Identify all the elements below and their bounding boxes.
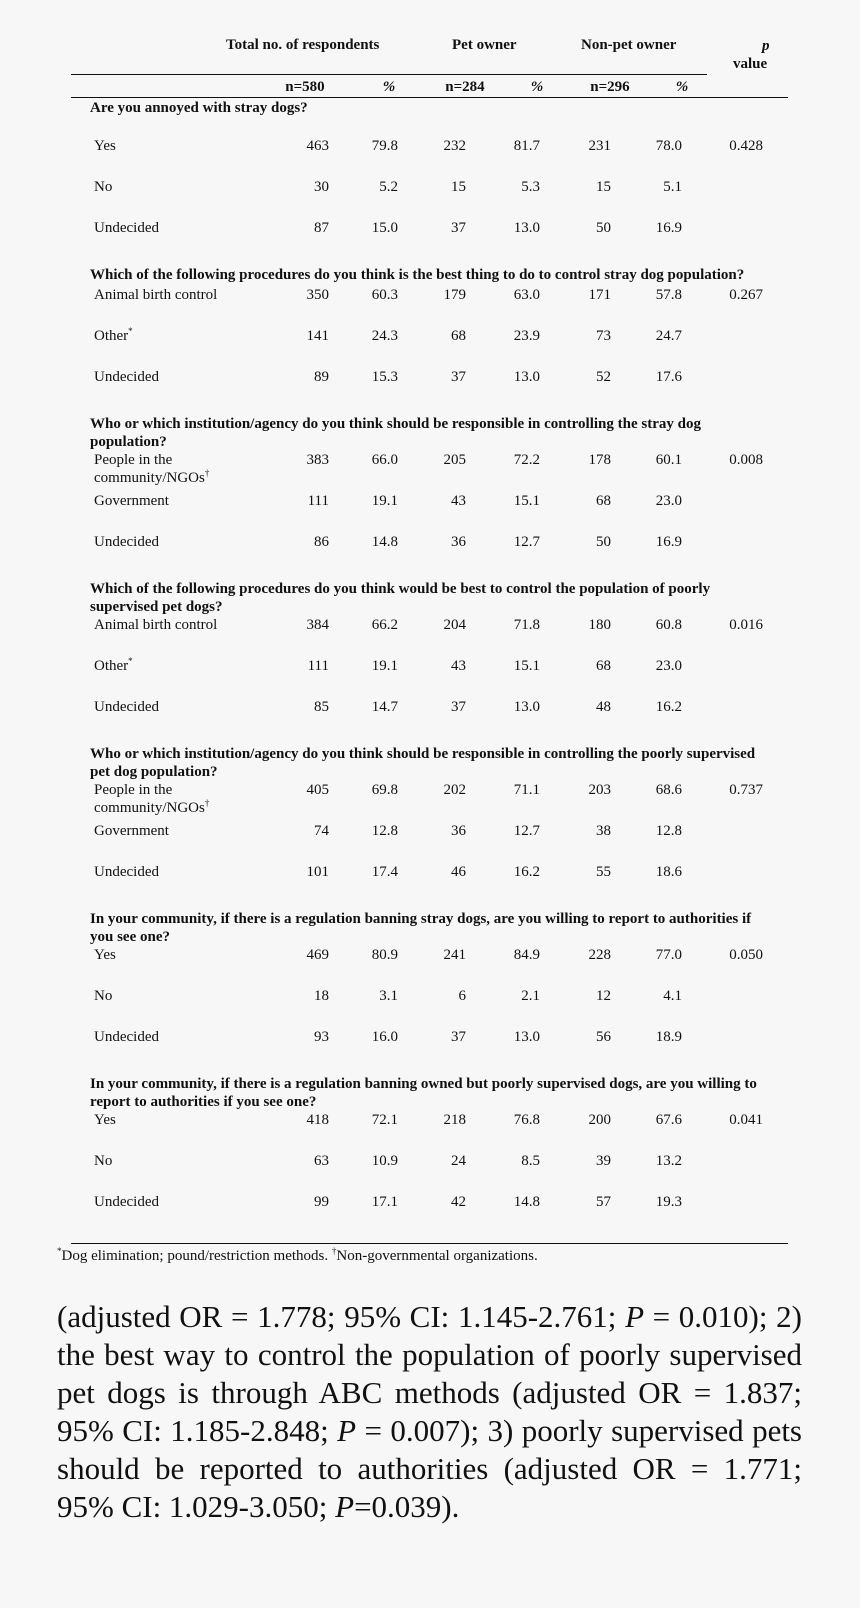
table-cell: 72.2 [513, 452, 540, 468]
table-cell: 60.8 [655, 617, 682, 633]
table-bottom-rule [71, 1243, 788, 1244]
table-cell: 141 [306, 328, 329, 344]
row-label [94, 946, 254, 964]
subheader-non-n: n=296 [590, 79, 630, 95]
table-cell: 24.7 [655, 328, 682, 344]
table-row [71, 137, 788, 178]
table-cell: 18.9 [655, 1029, 682, 1045]
paragraph-text-3: = 0.007); 3) poorly supervised pets should be reported to authorities (adjusted OR = 1.771; 95% CI: 1.029-3.050; [57, 1413, 802, 1524]
table-cell: 74 [314, 823, 329, 839]
row-label [94, 698, 254, 716]
row-label [94, 822, 254, 840]
table-cell: 202 [443, 782, 466, 798]
row-label-text: Undecided [94, 369, 159, 385]
table-section [71, 1075, 788, 1234]
table-cell: 5.2 [379, 179, 398, 195]
table-cell: 111 [307, 493, 329, 509]
table-cell: 37 [451, 220, 466, 236]
row-label [94, 492, 254, 510]
question-text: Who or which institution/agency do you think should be responsible in controlling the stray dog population? [90, 416, 701, 450]
p-value-cell: 0.008 [729, 452, 763, 468]
table-cell: 52 [596, 369, 611, 385]
table-body [71, 97, 788, 1234]
table-cell: 76.8 [513, 1112, 540, 1128]
row-label [94, 178, 254, 196]
p-value-cell: 0.267 [729, 287, 763, 303]
table-footnote [57, 1248, 538, 1265]
table-row [71, 1111, 788, 1152]
row-label-text: community/NGOs [94, 800, 205, 816]
row-label [94, 451, 254, 487]
table-cell: 23.9 [513, 328, 540, 344]
table-row [71, 822, 788, 863]
table-cell: 63.0 [513, 287, 540, 303]
table-section [71, 99, 788, 260]
table-cell: 19.1 [371, 658, 398, 674]
question-text: Who or which institution/agency do you think should be responsible in controlling the poorly supervised pet dog population? [90, 746, 756, 780]
table-cell: 67.6 [655, 1112, 682, 1128]
table-cell: 14.8 [513, 1194, 540, 1210]
table-cell: 463 [306, 138, 329, 154]
table-cell: 13.2 [655, 1153, 682, 1169]
table-row [71, 616, 788, 657]
table-cell: 23.0 [655, 658, 682, 674]
table-row [71, 946, 788, 987]
table-cell: 66.2 [371, 617, 398, 633]
table-cell: 50 [596, 220, 611, 236]
table-cell: 3.1 [379, 988, 398, 1004]
table-row [71, 327, 788, 368]
row-label-line-1: People in the [94, 782, 173, 798]
subheader-pet-n: n=284 [445, 79, 485, 95]
table-cell: 71.1 [513, 782, 540, 798]
table-cell: 36 [451, 823, 466, 839]
table-row [71, 178, 788, 219]
table-cell: 12.8 [371, 823, 398, 839]
table-cell: 43 [451, 658, 466, 674]
row-label [94, 781, 254, 817]
table-cell: 78.0 [655, 138, 682, 154]
table-cell: 15.1 [513, 493, 540, 509]
row-label-text: community/NGOs [94, 470, 205, 486]
header-p: p [762, 38, 770, 54]
table-cell: 12.7 [513, 823, 540, 839]
table-row [71, 781, 788, 822]
row-label-text: Yes [94, 138, 116, 154]
table-cell: 2.1 [521, 988, 540, 1004]
table-cell: 12.8 [655, 823, 682, 839]
table-cell: 178 [588, 452, 611, 468]
table-cell: 18 [314, 988, 329, 1004]
row-label-text: Other [94, 658, 129, 674]
table-cell: 77.0 [655, 947, 682, 963]
table-cell: 69.8 [371, 782, 398, 798]
table-row [71, 219, 788, 260]
p-value-cell: 0.050 [729, 947, 763, 963]
table-cell: 37 [451, 369, 466, 385]
p-value-cell: 0.016 [729, 617, 763, 633]
table-cell: 4.1 [663, 988, 682, 1004]
table-cell: 13.0 [513, 699, 540, 715]
row-label-text: Undecided [94, 864, 159, 880]
header-total: Total no. of respondents [226, 37, 380, 53]
footnote-mark-2: † [331, 1246, 337, 1256]
table-cell: 85 [314, 699, 329, 715]
table-cell: 5.1 [663, 179, 682, 195]
table-row [71, 698, 788, 739]
table-row [71, 863, 788, 904]
row-label [94, 1111, 254, 1129]
question-text: In your community, if there is a regulation banning owned but poorly supervised dogs, are you willing to report to authorities if you see one? [90, 1076, 757, 1110]
row-label [94, 1028, 254, 1046]
row-label-text: Government [94, 493, 169, 509]
footnote-mark: * [128, 656, 133, 666]
row-label-text: Animal birth control [94, 287, 218, 303]
table-row [71, 1152, 788, 1193]
table-cell: 63 [314, 1153, 329, 1169]
question-text: Are you annoyed with stray dogs? [90, 100, 308, 116]
table-cell: 37 [451, 699, 466, 715]
table-cell: 24.3 [371, 328, 398, 344]
question-text: Which of the following procedures do you think is the best thing to do to control stray dog population? [90, 267, 745, 283]
row-label [94, 657, 254, 675]
p-value-cell: 0.737 [729, 782, 763, 798]
table-cell: 46 [451, 864, 466, 880]
table-cell: 15.1 [513, 658, 540, 674]
row-label-text: Undecided [94, 1029, 159, 1045]
table-row [71, 657, 788, 698]
table-cell: 23.0 [655, 493, 682, 509]
paragraph-p-1: P [625, 1299, 644, 1334]
table-cell: 87 [314, 220, 329, 236]
table-cell: 350 [306, 287, 329, 303]
table-cell: 19.1 [371, 493, 398, 509]
body-paragraph [57, 1298, 802, 1526]
table-cell: 37 [451, 1029, 466, 1045]
table-cell: 36 [451, 534, 466, 550]
table-cell: 14.7 [371, 699, 398, 715]
table-cell: 180 [588, 617, 611, 633]
table-cell: 81.7 [513, 138, 540, 154]
table-cell: 12.7 [513, 534, 540, 550]
table-cell: 15 [451, 179, 466, 195]
row-label-text: Other [94, 328, 129, 344]
paragraph-text-1: (adjusted OR = 1.778; 95% CI: 1.145-2.761; [57, 1299, 626, 1334]
table-cell: 204 [443, 617, 466, 633]
paragraph-text-2: = 0.010); 2) the best way to control the population of poorly supervised pet dogs is through ABC methods (adjusted OR = 1.837; 95% CI: 1.185-2.848; [57, 1299, 802, 1448]
table-cell: 57 [596, 1194, 611, 1210]
table-cell: 30 [314, 179, 329, 195]
row-label [94, 219, 254, 237]
header-value: value [733, 56, 768, 72]
table-section [71, 580, 788, 739]
table-cell: 16.2 [513, 864, 540, 880]
footnote-mark: † [204, 468, 210, 478]
table-cell: 71.8 [513, 617, 540, 633]
footnote-text-2: Non-governmental organizations. [336, 1248, 538, 1264]
table-section [71, 910, 788, 1069]
table-cell: 241 [443, 947, 466, 963]
row-label-text: Animal birth control [94, 617, 218, 633]
table-cell: 57.8 [655, 287, 682, 303]
table-cell: 68.6 [655, 782, 682, 798]
row-label [94, 1193, 254, 1211]
subheader-non-pct: % [675, 79, 689, 95]
row-label [94, 863, 254, 881]
p-value-cell: 0.428 [729, 138, 763, 154]
row-label-text: Yes [94, 947, 116, 963]
table-cell: 405 [306, 782, 329, 798]
table-cell: 200 [588, 1112, 611, 1128]
footnote-mark-1: * [57, 1246, 62, 1256]
table-cell: 205 [443, 452, 466, 468]
table-row [71, 987, 788, 1028]
table-row [71, 286, 788, 327]
table-cell: 86 [314, 534, 329, 550]
table-cell: 6 [458, 988, 466, 1004]
row-label-line-2 [94, 469, 254, 487]
table-cell: 68 [451, 328, 466, 344]
table-row [71, 533, 788, 574]
table-cell: 16.9 [655, 534, 682, 550]
header-non-pet-owner: Non-pet owner [581, 37, 677, 53]
table-cell: 16.0 [371, 1029, 398, 1045]
table-cell: 218 [443, 1112, 466, 1128]
table-cell: 93 [314, 1029, 329, 1045]
table-cell: 43 [451, 493, 466, 509]
table-cell: 17.4 [371, 864, 398, 880]
table-cell: 72.1 [371, 1112, 398, 1128]
subheader-pet-pct: % [530, 79, 544, 95]
subheader-total-pct: % [382, 79, 396, 95]
table-cell: 179 [443, 287, 466, 303]
table-cell: 231 [588, 138, 611, 154]
table-cell: 17.6 [655, 369, 682, 385]
table-cell: 80.9 [371, 947, 398, 963]
table-cell: 15 [596, 179, 611, 195]
row-label [94, 1152, 254, 1170]
row-label-line-1: People in the [94, 452, 173, 468]
paragraph-p-2: P [337, 1413, 357, 1448]
p-value-cell: 0.041 [729, 1112, 763, 1128]
table-cell: 469 [306, 947, 329, 963]
subheader-total-n: n=580 [285, 79, 325, 95]
table-cell: 10.9 [371, 1153, 398, 1169]
footnote-mark: * [128, 326, 133, 336]
table-cell: 50 [596, 534, 611, 550]
table-cell: 39 [596, 1153, 611, 1169]
row-label [94, 533, 254, 551]
row-label [94, 286, 254, 304]
table-row [71, 451, 788, 492]
table-cell: 17.1 [371, 1194, 398, 1210]
table-row [71, 1193, 788, 1234]
table-cell: 60.1 [655, 452, 682, 468]
table-cell: 15.0 [371, 220, 398, 236]
row-label-text: Undecided [94, 220, 159, 236]
row-label [94, 616, 254, 634]
table-cell: 38 [596, 823, 611, 839]
table-cell: 203 [588, 782, 611, 798]
header-pet-owner: Pet owner [452, 37, 517, 53]
table-cell: 13.0 [513, 1029, 540, 1045]
table-cell: 12 [596, 988, 611, 1004]
table-cell: 56 [596, 1029, 611, 1045]
paragraph-p-3: P [335, 1489, 355, 1524]
question-text: In your community, if there is a regulation banning stray dogs, are you willing to report to authorities if you see one? [90, 911, 752, 945]
row-label [94, 327, 254, 345]
row-label-line-2 [94, 799, 254, 817]
table-section [71, 266, 788, 409]
table-cell: 42 [451, 1194, 466, 1210]
table-cell: 13.0 [513, 220, 540, 236]
table-cell: 68 [596, 658, 611, 674]
header-rule-top [71, 74, 707, 75]
row-label-text: Undecided [94, 534, 159, 550]
table-cell: 60.3 [371, 287, 398, 303]
table-cell: 101 [306, 864, 329, 880]
table-cell: 99 [314, 1194, 329, 1210]
table-cell: 19.3 [655, 1194, 682, 1210]
table-row [71, 1028, 788, 1069]
table-cell: 14.8 [371, 534, 398, 550]
row-label-text: No [94, 988, 113, 1004]
row-label-text: Undecided [94, 1194, 159, 1210]
table-cell: 8.5 [521, 1153, 540, 1169]
question-text: Which of the following procedures do you think would be best to control the population of poorly supervised pet dogs? [90, 581, 711, 615]
table-section [71, 415, 788, 574]
table-cell: 18.6 [655, 864, 682, 880]
row-label-text: Government [94, 823, 169, 839]
table-section [71, 745, 788, 904]
table-cell: 24 [451, 1153, 466, 1169]
table-cell: 228 [588, 947, 611, 963]
table-cell: 16.9 [655, 220, 682, 236]
table-cell: 84.9 [513, 947, 540, 963]
footnote-text-1: Dog elimination; pound/restriction methods. [61, 1248, 332, 1264]
row-label-text: No [94, 1153, 113, 1169]
table-cell: 13.0 [513, 369, 540, 385]
row-label [94, 368, 254, 386]
table-cell: 383 [306, 452, 329, 468]
table-cell: 15.3 [371, 369, 398, 385]
table-cell: 79.8 [371, 138, 398, 154]
paragraph-text-4: =0.039). [354, 1489, 460, 1524]
table-cell: 418 [306, 1112, 329, 1128]
row-label-text: Undecided [94, 699, 159, 715]
row-label-text: No [94, 179, 113, 195]
row-label [94, 987, 254, 1005]
row-label-text: Yes [94, 1112, 116, 1128]
table-cell: 111 [307, 658, 329, 674]
table-cell: 384 [306, 617, 329, 633]
table-cell: 66.0 [371, 452, 398, 468]
row-label [94, 137, 254, 155]
table-row [71, 368, 788, 409]
footnote-mark: † [204, 798, 210, 808]
table-cell: 5.3 [521, 179, 540, 195]
table-cell: 68 [596, 493, 611, 509]
table-cell: 171 [588, 287, 611, 303]
table-cell: 73 [596, 328, 611, 344]
table-cell: 232 [443, 138, 466, 154]
table-cell: 55 [596, 864, 611, 880]
table-cell: 16.2 [655, 699, 682, 715]
table-cell: 48 [596, 699, 611, 715]
table-row [71, 492, 788, 533]
table-cell: 89 [314, 369, 329, 385]
